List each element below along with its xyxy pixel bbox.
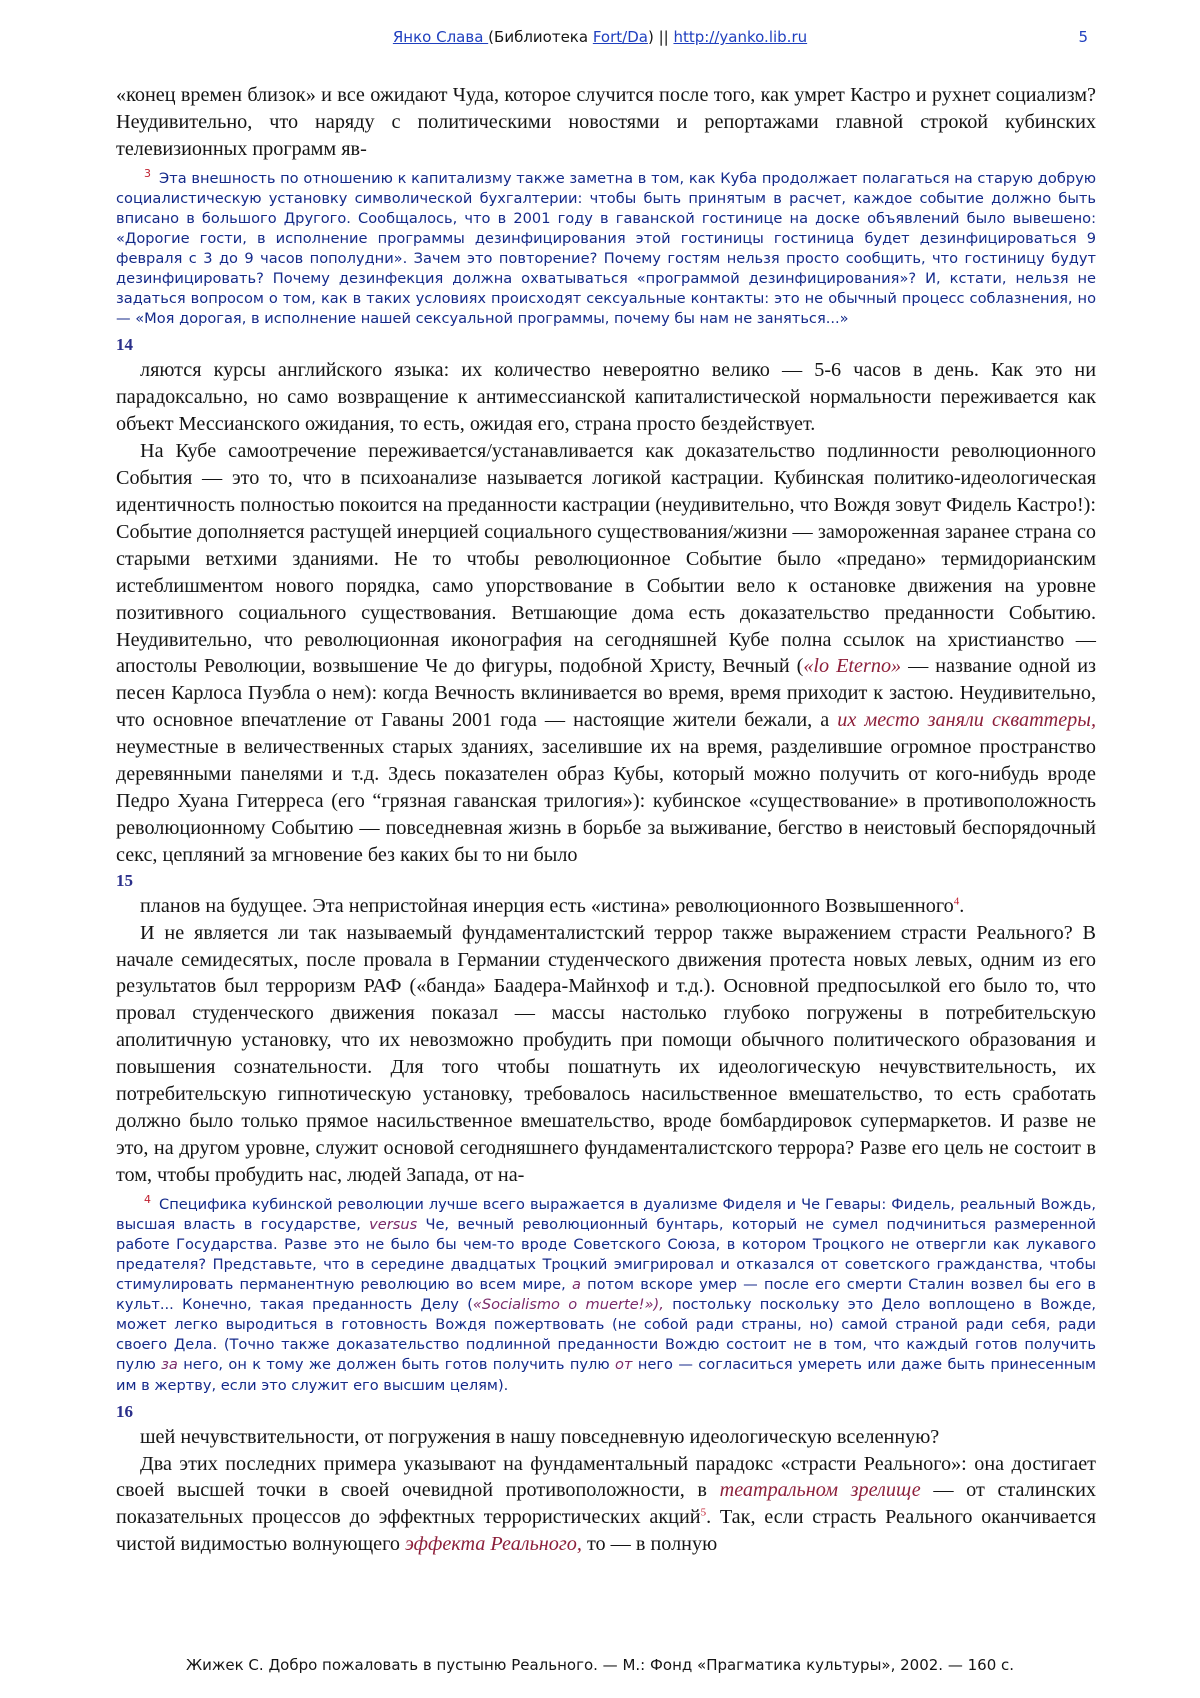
fn4-text-c: Че, вечный революционный бунтарь, который не сумел подчиниться размеренной работе Государства. Разве это не было бы чем-то вроде Советского Союза, в котором Троцкого не отвергли как лукавого предателя? Представьте, что в середине двадцатых Троцкий эмигрировал и отказался от советского гражданства, чтобы стимулировать перманентную революцию во всем мире, [116, 1215, 1096, 1294]
p7-effect: эффекта Реального, [405, 1533, 582, 1556]
p7-theatre: театральном зрелище [719, 1479, 921, 1502]
fn4-text-k: него — согласиться умереть или даже быть принесенным им в жертву, если это служит его высшим целям). [116, 1356, 1096, 1394]
footnote-ref-4[interactable]: 4 [953, 894, 960, 907]
p3-text-e: неуместные в величественных старых зданиях, заселившие их на время, разделившие огромное пространство деревянными панелями и т.д. Здесь показателен образ Кубы, который можно получить от кого-нибудь вроде Педро Хуана Гитерреса (его “грязная гаванская трилогия»): кубинское «существование» в противоположность революционному Событию — повседневная жизнь в борьбе за выживание, бегство в неистовый беспорядочный секс, цепляний за мгновение без каких бы то ни было [116, 736, 1096, 866]
p3-text-c: — название одной из песен Карлоса Пуэбла о нем): когда Вечность вклинивается во время, время приходит к застою. Неудивительно, что основное впечатление от Гаваны 2001 года — настоящие жители бежали, а [116, 655, 1096, 732]
page-footer: Жижек С. Добро пожаловать в пустыню Реального. — М.: Фонд «Прагматика культуры», 2002. — 160 с. [185, 1656, 1015, 1674]
page-number: 5 [1078, 28, 1088, 46]
p4-end: . [959, 894, 965, 917]
p7-text-d: . Так, если страсть Реального оканчивается чистой видимостью волнующего [116, 1506, 1097, 1556]
footnote-3-number: 3 [144, 166, 151, 180]
footnote-ref-5[interactable]: 5 [700, 1506, 707, 1519]
author-link[interactable]: Янко Слава [392, 28, 489, 46]
footnote-3-text: Эта внешность по отношению к капитализму также заметна в том, как Куба продолжает полагаться на старую добрую социалистическую установку символической бухгалтерии: чтобы быть принятым в расчет, каждое событие должно быть вписано в большого Другого. Сообщалось, что в 2001 году в гаванской гостинице на доске объявлений было вывешено: «Дорогие гости, в исполнение программы дезинфицирования этой гостиницы гостиница будет дезинфицироваться 9 февраля с 3 до 9 часов пополудни». Зачем это повторение? Почему гостям нельзя просто сообщить, что гостиницу будут дезинфицировать? Почему дезинфекция должна охватываться «программой дезинфицирования»? И, кстати, нельзя не задаться вопросом о том, как в таких условиях происходят сексуальные контакты: это не обычный процесс соблазнения, но — «Моя дорогая, в исполнение нашей сексуальной программы, почему бы нам не заняться...» [116, 169, 1096, 328]
p4-text: планов на будущее. Эта непристойная инерция есть «истина» революционного Возвышенного [140, 894, 954, 917]
fn4-text-i: него, он к тому же должен быть готов получить пулю [177, 1356, 615, 1374]
fn4-text-e: потом вскоре умер — после его смерти Сталин возвел бы его в культ... Конечно, такая преданность Делу ( [116, 1276, 1097, 1314]
page-marker-16: 16 [116, 1401, 133, 1421]
fn4-za: за [161, 1356, 178, 1374]
p7-text-f: то — в полную [581, 1533, 718, 1556]
header-links [0, 28, 1200, 46]
paragraph-5: И не является ли так называемый фундаменталистский террор также выражением страсти Реального? В начале семидесятых, после провала в Германии студенческого движения протеста новых левых, одним из его результатов был терроризм РАФ («банда» Баадера-Майнхоф и т.д.). Основной предпосылкой его было то, что провал студенческого движения показал — массы настолько глубоко погружены в потребительскую аполитичную установку, что их невозможно пробудить при помощи обычного политического образования и повышения сознательности. Для того чтобы пошатнуть их идеологическую нечувствительность, их потребительскую гипнотическую установку, требовалось насильственное вмешательство, то есть сработать должно было только прямое насильственное вмешательство, вроде бомбардировок супермаркетов. И разве не это, на другом уровне, служит основой сегодняшнего фундаменталистского террора? Разве его цель не состоит в том, чтобы пробудить нас, людей Запада, от на- [116, 921, 1096, 1186]
library-link[interactable]: Fort/Da [592, 28, 648, 46]
footnote-4-number: 4 [144, 1192, 151, 1206]
p3-song-title: «lo Eterno» [803, 655, 902, 678]
footnote-4 [116, 1192, 1097, 1396]
fn4-a: а [571, 1276, 581, 1294]
p7-text-a: Два этих последних примера указывают на фундаментальный парадокс «страсти Реального»: она достигает своей высшей точки в своей очевидной противоположности, в [116, 1452, 1096, 1502]
paragraph-7 [116, 1451, 1096, 1559]
p7-text-c: — от сталинских показательных процессов до эффектных террористических акций [116, 1479, 1096, 1529]
fn4-text-a: Специфика кубинской революции лучше всего выражается в дуализме Фиделя и Че Гевары: Фидель, реальный Вождь, высшая власть в государстве, [116, 1195, 1096, 1233]
fn4-versus: versus [369, 1215, 418, 1233]
page-header [0, 28, 1200, 52]
p3-squatters-link: их место заняли скваттеры, [837, 709, 1096, 732]
paragraph-2: ляются курсы английского языка: их количество невероятно велико — 5-6 часов в день. Как это ни парадоксально, но само возвращение к антимессианской капиталистической нормальности переживается как объект Мессианского ожидания, то есть, ожидая его, страна просто бездействует. [116, 359, 1096, 436]
p3-text-a: На Кубе самоотречение переживается/устанавливается как доказательство подлинности революционного События — это то, что в психоанализе называется логикой кастрации. Кубинская политико-идеологическая идентичность полностью покоится на преданности кастрации (неудивительно, что Вождя зовут Фидель Кастро!): Событие дополняется растущей инерцией социального существования/жизни — замороженная заранее страна со старыми ветхими зданиями. Не то чтобы революционное Событие было «предано» термидорианским истеблишментом нового порядка, само упорствование в Событии вело к остановке движения на уровне позитивного социального существования. Ветшающие дома есть доказательство преданности Событию. Неудивительно, что революционная иконография на сегодняшней Кубе полна ссылок на христианство — апостолы Революции, возвышение Че до фигуры, подобной Христу, Вечный ( [116, 440, 1096, 678]
fn4-ot: от [615, 1356, 633, 1374]
page-body [116, 82, 1096, 1558]
library-prefix: (Библиотека [488, 28, 593, 46]
page-marker-15: 15 [116, 870, 133, 890]
fn4-text-g: постольку поскольку это Дело воплощено в Вожде, может легко выродиться в готовность Вождя пожертвовать (не собой ради страны, но) самой страной ради себя, ради своего Дела. (Точно также доказательство подлинной преданности Вождю состоит не в том, что каждый готов получить пулю [116, 1296, 1096, 1374]
paragraph-1: «конец времен близок» и все ожидают Чуда, которое случится после того, как умрет Кастро и рухнет социализм? Неудивительно, что наряду с политическими новостями и репортажами главной строкой кубинских телевизионных программ яв- [116, 84, 1096, 160]
site-link[interactable]: http://yanko.lib.ru [673, 28, 808, 46]
footnote-3 [116, 166, 1096, 330]
paragraph-3 [116, 438, 1096, 869]
fn4-socialismo: «Socialismo o muerte!»), [472, 1296, 664, 1314]
page-marker-14: 14 [116, 335, 133, 355]
library-suffix: ) || [647, 28, 674, 46]
paragraph-4 [116, 893, 1096, 920]
paragraph-6: шей нечувствительности, от погружения в нашу повседневную идеологическую вселенную? [140, 1425, 940, 1448]
